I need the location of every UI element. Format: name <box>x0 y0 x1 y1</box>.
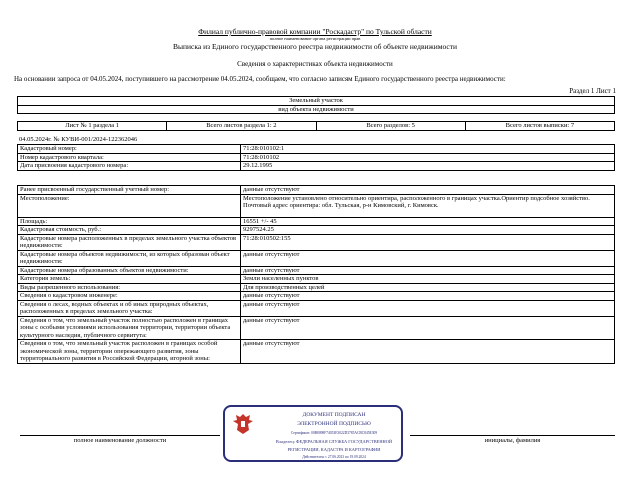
table-row <box>18 250 615 266</box>
row-value: данные отсутствуют <box>241 316 615 340</box>
table-row <box>18 162 615 171</box>
basis-text: На основании запроса от 04.05.2024, поступившего на рассмотрение 04.05.2024, сообщаем, что согласно записям Единого государственного реестра недвижимости: <box>14 75 506 83</box>
row-label: Площадь: <box>18 217 241 226</box>
name-label: инициалы, фамилия <box>484 437 541 444</box>
row-value: 29.12.1995 <box>241 162 615 171</box>
row-label: Кадастровый номер: <box>18 145 241 154</box>
row-label: Кадастровая стоимость, руб.: <box>18 226 241 235</box>
stamp-title: ДОКУМЕНТ ПОДПИСАН <box>302 412 366 418</box>
object-type-caption: вид объекта недвижимости <box>18 105 615 114</box>
table-row <box>18 226 615 235</box>
row-label: Кадастровые номера объектов недвижимости, из которых образован объект недвижимости: <box>18 250 241 266</box>
row-label: Сведения о лесах, водных объектах и об иных природных объектах, расположенных в пределах земельного участка: <box>18 300 241 316</box>
table-row <box>18 153 615 162</box>
double-headed-eagle-icon <box>230 411 256 437</box>
row-value: 9297524.25 <box>241 226 615 235</box>
basic-info-table <box>17 144 615 171</box>
table-row <box>18 292 615 301</box>
section-page: Раздел 1 Лист 1 <box>569 87 616 95</box>
stamp-owner: Владелец: ФЕДЕРАЛЬНАЯ СЛУЖБА ГОСУДАРСТВЕННОЙ <box>275 439 393 444</box>
row-label: Категория земель: <box>18 275 241 284</box>
document-title: Выписка из Единого государственного реестра недвижимости об объекте недвижимости <box>172 42 458 51</box>
position-line <box>20 435 220 436</box>
row-value: данные отсутствуют <box>241 300 615 316</box>
row-label: Виды разрешенного использования: <box>18 283 241 292</box>
table-row <box>18 234 615 250</box>
row-value: Земли населенных пунктов <box>241 275 615 284</box>
position-label: полное наименование должности <box>73 437 167 444</box>
object-type-table <box>17 96 615 114</box>
section-title: Сведения о характеристиках объекта недвижимости <box>237 60 393 68</box>
stamp-validity: Действителен: с 27.06.2023 по 19.09.2024 <box>302 455 366 459</box>
row-value: данные отсутствуют <box>241 186 615 195</box>
e-signature-stamp <box>223 405 403 462</box>
request-id: 04.05.2024г. № КУВИ-001/2024-122362046 <box>19 136 138 143</box>
stamp-owner-line2: РЕГИСТРАЦИИ, КАДАСТРА И КАРТОГРАФИИ <box>287 447 381 452</box>
row-value: данные отсутствуют <box>241 292 615 301</box>
table-row <box>18 316 615 340</box>
stamp-certificate: Сертификат: 00B8098F74053E3022D3785ACBC845E309 <box>290 431 378 435</box>
row-value: 71:28:010502:155 <box>241 234 615 250</box>
row-value: данные отсутствуют <box>241 340 615 364</box>
row-value: 16551 +/- 45 <box>241 217 615 226</box>
table-row <box>18 217 615 226</box>
org-name: Филиал публично-правовой компании "Роскадастр" по Тульской области <box>198 27 432 36</box>
row-label: Кадастровые номера образованных объектов недвижимости: <box>18 266 241 275</box>
org-caption: полное наименование органа регистрации прав <box>269 36 361 41</box>
row-label: Ранее присвоенный государственный учетный номер: <box>18 186 241 195</box>
sheet-number: Лист № 1 раздела 1 <box>18 122 167 131</box>
table-row <box>18 194 615 217</box>
row-value: 71:28:010102:1 <box>241 145 615 154</box>
row-label: Сведения о том, что земельный участок расположен в границах особой экономической зоны, территории опережающего развития, зоны территориального развития в Российской Федерации, игорной зоны: <box>18 340 241 364</box>
table-row <box>18 275 615 284</box>
row-value: Для производственных целей <box>241 283 615 292</box>
table-row <box>18 340 615 364</box>
row-value: 71:28:010102 <box>241 153 615 162</box>
name-line <box>410 435 615 436</box>
sheet-info-table <box>17 121 615 131</box>
row-value: данные отсутствуют <box>241 250 615 266</box>
row-value: Местоположение установлено относительно ориентира, расположенного в границах участка.Ориентир подсобное хозяйство. Почтовый адрес ориентира: обл. Тульская, р-н Кимовский, г. Кимовск. <box>241 194 615 217</box>
section-sheets: Всего листов раздела 1: 2 <box>167 122 316 131</box>
row-label: Дата присвоения кадастрового номера: <box>18 162 241 171</box>
row-label: Кадастровые номера расположенных в пределах земельного участка объектов недвижимости: <box>18 234 241 250</box>
characteristics-table <box>17 185 615 364</box>
row-label: Сведения о кадастровом инженере: <box>18 292 241 301</box>
row-label: Местоположение: <box>18 194 241 217</box>
row-value: данные отсутствуют <box>241 266 615 275</box>
table-row <box>18 145 615 154</box>
row-label: Сведения о том, что земельный участок полностью расположен в границах зоны с особыми условиями использования территории, территории объекта культурного наследия, публичного сервитута: <box>18 316 241 340</box>
table-row <box>18 283 615 292</box>
table-row <box>18 300 615 316</box>
object-type: Земельный участок <box>18 97 615 106</box>
stamp-subtitle: ЭЛЕКТРОННОЙ ПОДПИСЬЮ <box>297 421 371 427</box>
extract-sheets: Всего листов выписки: 7 <box>465 122 614 131</box>
total-sections: Всего разделов: 5 <box>316 122 465 131</box>
table-row <box>18 266 615 275</box>
table-row <box>18 186 615 195</box>
row-label: Номер кадастрового квартала: <box>18 153 241 162</box>
